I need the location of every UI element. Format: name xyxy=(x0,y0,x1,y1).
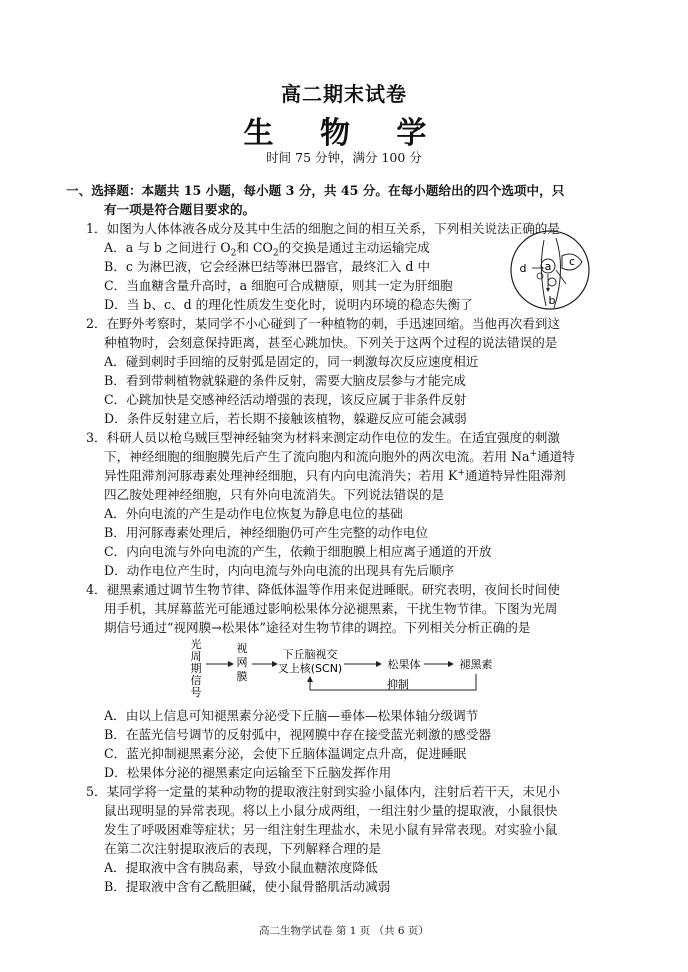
section-heading-line2: 有一项是符合题目要求的。 xyxy=(104,202,256,217)
subject-title: 生 物 学 xyxy=(243,116,445,151)
q1-stem: 1．如图为人体体液各成分及其中生活的细胞之间的相互关系，下列相关说法正确的是 xyxy=(86,221,560,236)
flow-retina-char-2: 网 xyxy=(236,656,248,669)
flow-retina-char-1: 视 xyxy=(236,642,248,655)
diagram-label-a: a xyxy=(544,260,552,273)
diagram-label-d: d xyxy=(519,262,527,275)
q2-option-c: C．心跳加快是交感神经活动增强的表现，该反应属于非条件反射 xyxy=(104,392,467,407)
body-fluid-diagram xyxy=(508,228,592,312)
diagram-label-b: b xyxy=(548,294,556,307)
q1-option-c: C．当血糖含量升高时，a 细胞可合成糖原，则其一定为肝细胞 xyxy=(104,278,453,293)
q3-option-b: B．用河豚毒素处理后，神经细胞仍可产生完整的动作电位 xyxy=(104,525,429,540)
flow-signal-char-1: 光 xyxy=(190,638,202,651)
section-heading-line1: 一、选择题：本题共 15 小题，每小题 3 分，共 45 分。在每小题给出的四个选项中，只 xyxy=(66,183,565,198)
q2-option-d: D．条件反射建立后，若长期不接触该植物，躲避反应可能会减弱 xyxy=(104,411,467,426)
q5-stem-line1: 5．某同学将一定量的某种动物的提取液注射到实验小鼠体内，注射后若干天，未见小 xyxy=(86,784,560,799)
flow-signal-char-2: 周 xyxy=(190,650,202,663)
q3-option-d: D．动作电位产生时，内向电流与外向电流的出现具有先后顺序 xyxy=(104,563,455,578)
light-signal-flowchart xyxy=(186,636,526,704)
flow-signal-char-5: 号 xyxy=(190,686,202,699)
exam-title: 高二期末试卷 xyxy=(281,82,407,106)
q2-option-a: A．碰到刺时手回缩的反射弧是固定的，同一刺激每次反应速度相近 xyxy=(104,354,479,369)
q3-option-a: A．外向电流的产生是动作电位恢复为静息电位的基础 xyxy=(104,506,403,521)
flow-melatonin: 褪黑素 xyxy=(459,658,493,671)
q4-option-c: C．蓝光抑制褪黑素分泌，会使下丘脑体温调定点升高，促进睡眠 xyxy=(104,746,467,761)
flow-scn-line1: 下丘脑视交 xyxy=(282,648,338,661)
q4-stem-line2: 用手机，其屏幕蓝光可能通过影响松果体分泌褪黑素，干扰生物节律。下图为光周 xyxy=(104,601,558,616)
q1-option-d: D．当 b、c、d 的理化性质发生变化时，说明内环境的稳态失衡了 xyxy=(104,297,473,312)
q2-stem-line1: 2．在野外考察时，某同学不小心碰到了一种植物的刺，手迅速回缩。当他再次看到这 xyxy=(86,316,560,331)
flow-inhibit-label: 抑制 xyxy=(387,678,409,691)
flow-signal-char-4: 信 xyxy=(190,674,202,687)
q2-option-b: B．看到带刺植物就躲避的条件反射，需要大脑皮层参与才能完成 xyxy=(104,373,466,388)
flow-pineal: 松果体 xyxy=(387,658,421,671)
q5-stem-line4: 在第二次注射提取液后的表现，下列解释合理的是 xyxy=(104,841,382,856)
q2-stem-line2: 种植物时，会刻意保持距离，甚至心跳加快。下列关于这两个过程的说法错误的是 xyxy=(104,335,558,350)
q5-stem-line2: 鼠出现明显的异常表现。将以上小鼠分成两组，一组注射少量的提取液，小鼠很快 xyxy=(104,803,558,818)
q3-option-c: C．内向电流与外向电流的产生，依赖于细胞膜上相应离子通道的开放 xyxy=(104,544,492,559)
flow-signal-char-3: 期 xyxy=(190,662,202,675)
q3-stem-line4: 四乙胺处理神经细胞，只有外向电流消失。下列说法错误的是 xyxy=(104,487,445,502)
q4-option-b: B．在蓝光信号调节的反射弧中，视网膜中存在接受蓝光刺激的感受器 xyxy=(104,727,492,742)
q3-stem-line1: 3．科研人员以枪乌贼巨型神经轴突为材料来测定动作电位的发生。在适宜强度的刺激 xyxy=(86,430,560,445)
q4-stem-line1: 4．褪黑素通过调节生物节律、降低体温等作用来促进睡眠。研究表明，夜间长时间使 xyxy=(86,582,560,597)
q4-option-a: A．由以上信息可知褪黑素分泌受下丘脑—垂体—松果体轴分级调节 xyxy=(104,708,479,723)
page-footer: 高二生物学试卷 第 1 页 （共 6 页） xyxy=(259,925,429,937)
q1-option-a: A．a 与 b 之间进行 $O_2$和 $CO_2$的交换是通过主动运输完成 xyxy=(104,240,430,259)
q5-option-b: B．提取液中含有乙酰胆碱，使小鼠骨骼肌活动减弱 xyxy=(104,879,391,894)
q3-stem-line3: 异性阻滞剂河豚毒素处理神经细胞，只有内向电流消失；若用 K+通道特异性阻滞剂 xyxy=(104,467,566,483)
q4-option-d: D．松果体分泌的褪黑素定向运输至下丘脑发挥作用 xyxy=(104,765,392,780)
diagram-label-c: c xyxy=(568,255,576,268)
q4-stem-line3: 期信号通过“视网膜→松果体”途径对生物节律的调控。下列相关分析正确的是 xyxy=(104,620,531,635)
q5-stem-line3: 发生了呼吸困难等症状；另一组注射生理盐水，未见小鼠有异常表现。对实验小鼠 xyxy=(104,822,558,837)
q1-option-b: B．c 为淋巴液，它会经淋巴结等淋巴器官，最终汇入 d 中 xyxy=(104,259,431,274)
q5-option-a: A．提取液中含有胰岛素，导致小鼠血糖浓度降低 xyxy=(104,860,378,875)
time-info: 时间 75 分钟，满分 100 分 xyxy=(266,150,422,165)
flow-retina-char-3: 膜 xyxy=(236,670,248,683)
q3-stem-line2: 下，神经细胞的细胞膜先后产生了流向胞内和流向胞外的两次电流。若用 Na+通道特 xyxy=(104,448,575,464)
flow-scn-line2: 叉上核(SCN) xyxy=(277,662,343,675)
